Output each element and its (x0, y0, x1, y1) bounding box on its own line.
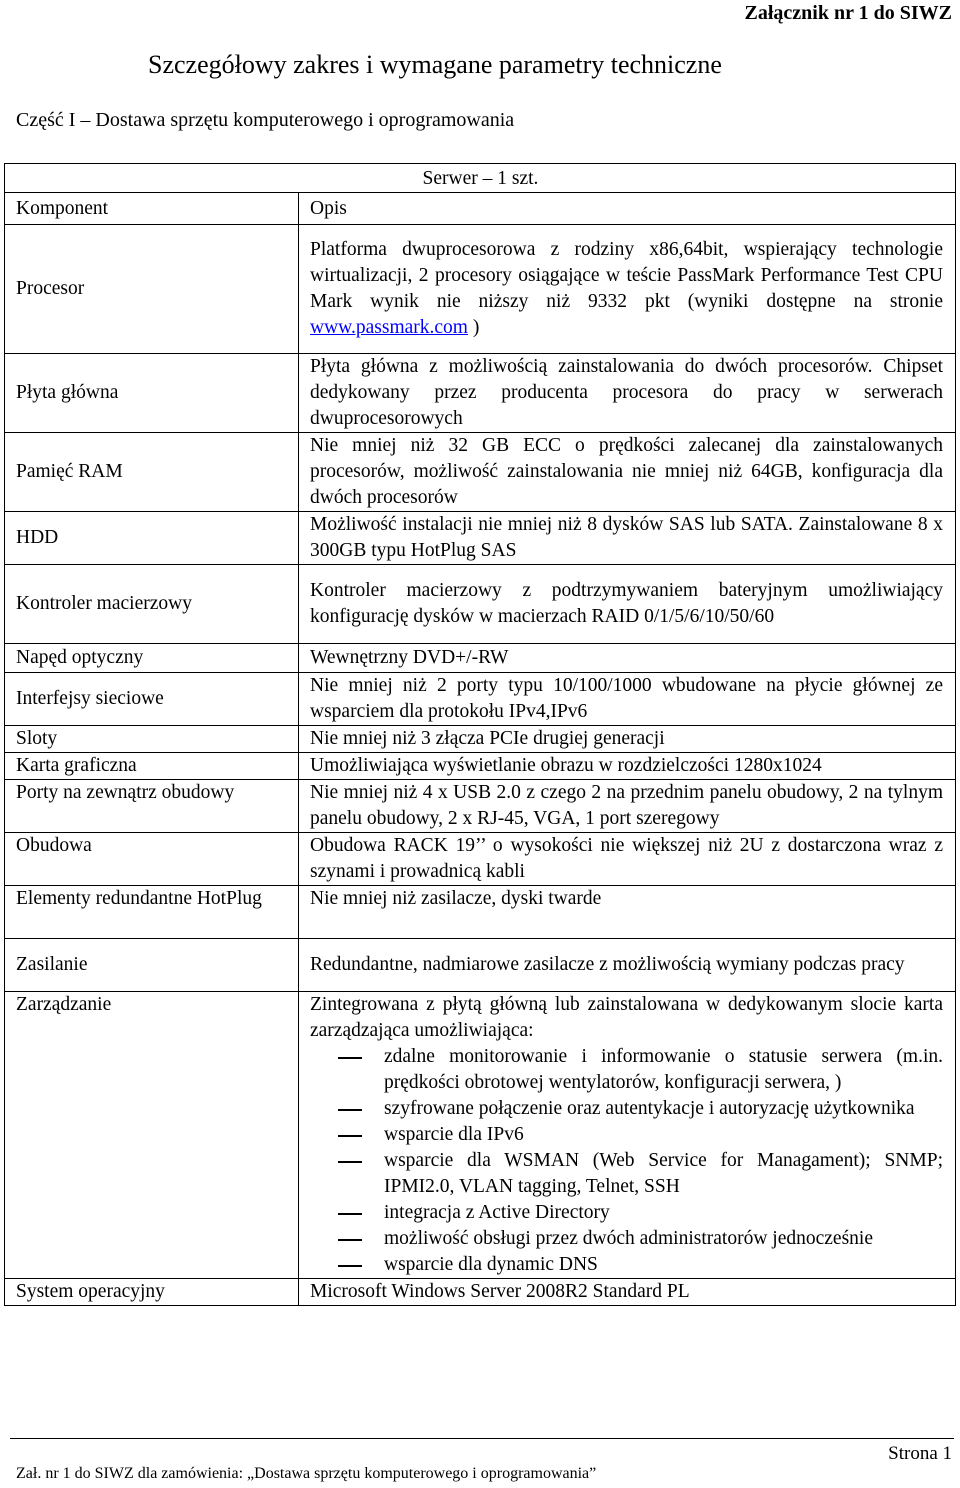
row-description: Obudowa RACK 19’’ o wysokości nie większej niż 2U z dostarczona wraz z szynami i prowadnicą kabli (299, 833, 956, 886)
table-row (5, 644, 956, 673)
row-component: Karta graficzna (5, 753, 299, 780)
row-component: Zarządzanie (5, 992, 299, 1279)
row-description (299, 225, 956, 354)
row-description-text: Platforma dwuprocesorowa z rodziny x86,64bit, wspierający technologie wirtualizacji, 2 procesory osiągające w teście PassMark Performance Test CPU Mark wynik nie niższy niż 9332 pkt (wyniki dostępne na stronie (310, 239, 943, 312)
table-row (5, 433, 956, 512)
list-item: integracja z Active Directory (384, 1200, 943, 1226)
header-component: Komponent (5, 193, 299, 225)
row-description: Nie mniej niż zasilacze, dyski twarde (299, 886, 956, 939)
row-description: Microsoft Windows Server 2008R2 Standard PL (299, 1279, 956, 1306)
row-description: Wewnętrzny DVD+/-RW (299, 644, 956, 673)
table-row (5, 753, 956, 780)
table-header-row (5, 193, 956, 225)
row-component: Elementy redundantne HotPlug (5, 886, 299, 939)
row-component: Interfejsy sieciowe (5, 673, 299, 726)
management-list (310, 1044, 943, 1278)
row-component: Porty na zewnątrz obudowy (5, 780, 299, 833)
row-description: Umożliwiająca wyświetlanie obrazu w rozdzielczości 1280x1024 (299, 753, 956, 780)
management-intro: Zintegrowana z płytą główną lub zainstalowana w dedykowanym slocie karta zarządzająca umożliwiająca: (310, 994, 943, 1041)
row-component: Napęd optyczny (5, 644, 299, 673)
header-description: Opis (299, 193, 956, 225)
list-item: możliwość obsługi przez dwóch administratorów jednocześnie (384, 1226, 943, 1252)
row-component: Zasilanie (5, 939, 299, 992)
table-row (5, 886, 956, 939)
row-description: Nie mniej niż 2 porty typu 10/100/1000 wbudowane na płycie głównej ze wsparciem dla protokołu IPv4,IPv6 (299, 673, 956, 726)
list-item: wsparcie dla dynamic DNS (384, 1252, 943, 1278)
document-title: Szczegółowy zakres i wymagane parametry techniczne (148, 50, 722, 79)
table-row (5, 1279, 956, 1306)
footer-note: Zał. nr 1 do SIWZ dla zamówienia: „Dostawa sprzętu komputerowego i oprogramowania” (16, 1465, 597, 1482)
row-description: Możliwość instalacji nie mniej niż 8 dysków SAS lub SATA. Zainstalowane 8 x 300GB typu HotPlug SAS (299, 512, 956, 565)
table-row (5, 512, 956, 565)
attachment-label: Załącznik nr 1 do SIWZ (744, 2, 952, 24)
row-component: Procesor (5, 225, 299, 354)
list-item: zdalne monitorowanie i informowanie o statusie serwera (m.in. prędkości obrotowej wentylatorów, konfiguracji serwera, ) (384, 1044, 943, 1096)
table-row (5, 939, 956, 992)
table-row (5, 565, 956, 644)
list-item: szyfrowane połączenie oraz autentykacje i autoryzację użytkownika (384, 1096, 943, 1122)
table-row (5, 354, 956, 433)
row-description (299, 992, 956, 1279)
list-item: wsparcie dla WSMAN (Web Service for Managament); SNMP; IPMI2.0, VLAN tagging, Telnet, SSH (384, 1148, 943, 1200)
row-description: Nie mniej niż 32 GB ECC o prędkości zalecanej dla zainstalowanych procesorów, możliwość zainstalowania nie mniej niż 64GB, konfiguracja dla dwóch procesorów (299, 433, 956, 512)
page-number: Strona 1 (888, 1443, 952, 1464)
row-description: Płyta główna z możliwością zainstalowania do dwóch procesorów. Chipset dedykowany przez producenta procesora do pracy w serwerach dwuprocesorowych (299, 354, 956, 433)
row-component: HDD (5, 512, 299, 565)
row-component: Pamięć RAM (5, 433, 299, 512)
row-description: Nie mniej niż 3 złącza PCIe drugiej generacji (299, 726, 956, 753)
table-row (5, 992, 956, 1279)
spec-table (4, 163, 956, 1306)
footer-divider (10, 1438, 954, 1439)
row-component: Sloty (5, 726, 299, 753)
row-description: Redundantne, nadmiarowe zasilacze z możliwością wymiany podczas pracy (299, 939, 956, 992)
table-row (5, 833, 956, 886)
row-description: Kontroler macierzowy z podtrzymywaniem bateryjnym umożliwiający konfigurację dysków w macierzach RAID 0/1/5/6/10/50/60 (299, 565, 956, 644)
row-description: Nie mniej niż 4 x USB 2.0 z czego 2 na przednim panelu obudowy, 2 na tylnym panelu obudowy, 2 x RJ-45, VGA, 1 port szeregowy (299, 780, 956, 833)
table-row (5, 225, 956, 354)
row-component: Płyta główna (5, 354, 299, 433)
part-heading: Część I – Dostawa sprzętu komputerowego i oprogramowania (16, 109, 515, 131)
table-caption-row (5, 164, 956, 193)
row-description-end: ) (472, 317, 480, 338)
table-caption: Serwer – 1 szt. (5, 164, 956, 193)
list-item: wsparcie dla IPv6 (384, 1122, 943, 1148)
row-component: Kontroler macierzowy (5, 565, 299, 644)
row-component: System operacyjny (5, 1279, 299, 1306)
row-component: Obudowa (5, 833, 299, 886)
table-row (5, 673, 956, 726)
passmark-link[interactable]: www.passmark.com (310, 317, 468, 338)
table-row (5, 726, 956, 753)
table-row (5, 780, 956, 833)
